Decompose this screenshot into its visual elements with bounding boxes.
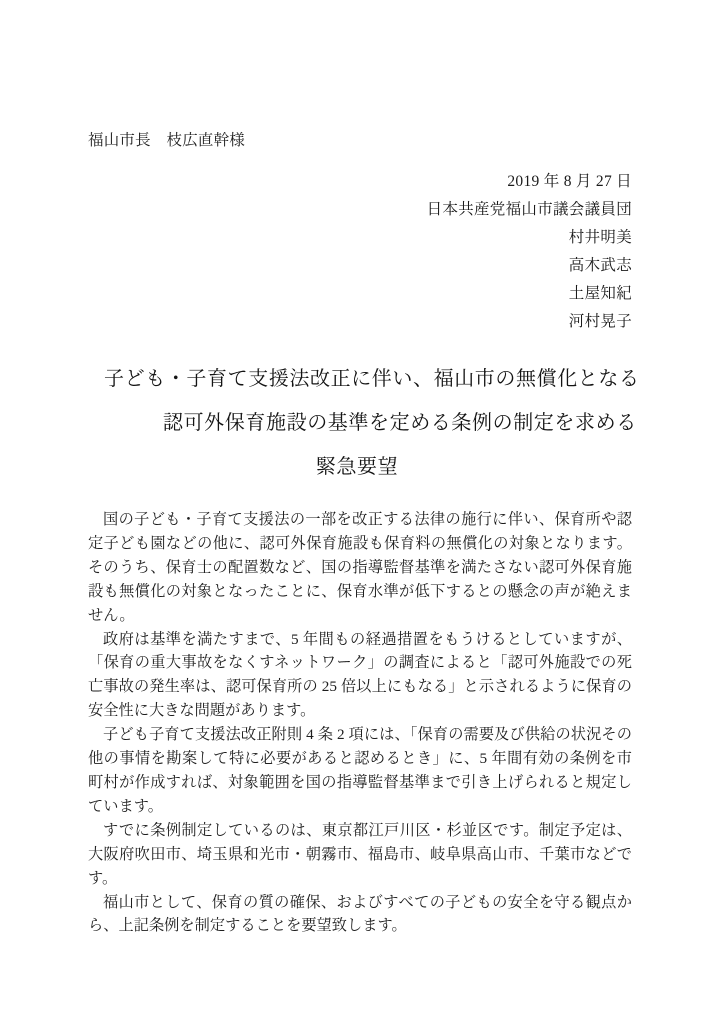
body-paragraph: すでに条例制定しているのは、東京都江戸川区・杉並区です。制定予定は、大阪府吹田市、埼玉県和光市・朝霧市、福島市、岐阜県高山市、千葉市などです。 (88, 821, 632, 887)
title-line-1: 子ども・子育て支援法改正に伴い、福山市の無償化となる (104, 368, 640, 390)
addressee-line: 福山市長 枝広直幹様 (88, 132, 246, 149)
issuing-organization: 日本共産党福山市議会議員団 (426, 201, 632, 218)
signatory-name: 村井明美 (568, 229, 632, 246)
title-line-2: 認可外保育施設の基準を定める条例の制定を求める (163, 412, 637, 434)
body-paragraph: 国の子ども・子育て支援法の一部を改正する法律の施行に伴い、保育所や認定子ども園などの他に、認可外保育施設も保育料の無償化の対象となります。そのうち、保育士の配置数など、国の指導監督基準を満たさない認可外保育施設も無償化の対象となったことに、保育水準が低下するとの懸念の声が絶えません。 (88, 511, 632, 624)
title-line-3: 緊急要望 (315, 456, 399, 478)
signatory-name: 土屋知紀 (568, 285, 632, 302)
body-paragraph: 福山市として、保育の質の確保、およびすべての子どもの安全を守る観点から、上記条例を制定することを要望致します。 (88, 893, 632, 935)
body-paragraph: 子ども子育て支援法改正附則 4 条 2 項には、「保育の需要及び供給の状況その他の事情を勘案して特に必要があると認めるとき」に、5 年間有効の条例を市町村が作成すれば、対象範囲を国の指導監督基準まで引き上げられると規定しています。 (88, 726, 632, 815)
letter-header-block (427, 168, 632, 336)
document-body (88, 508, 632, 938)
signatory-name: 高木武志 (568, 257, 632, 274)
body-paragraph: 政府は基準を満たすまで、5 年間もの経過措置をもうけるとしていますが、「保育の重大事故をなくすネットワーク」の調査によると「認可外施設での死亡事故の発生率は、認可保育所の 25 倍以上にもなる」と示されるように保育の安全性に大きな問題があります。 (88, 630, 632, 720)
signatory-name: 河村晃子 (568, 313, 632, 330)
document-title (0, 357, 720, 489)
document-date: 2019 年 8 月 27 日 (507, 173, 632, 190)
